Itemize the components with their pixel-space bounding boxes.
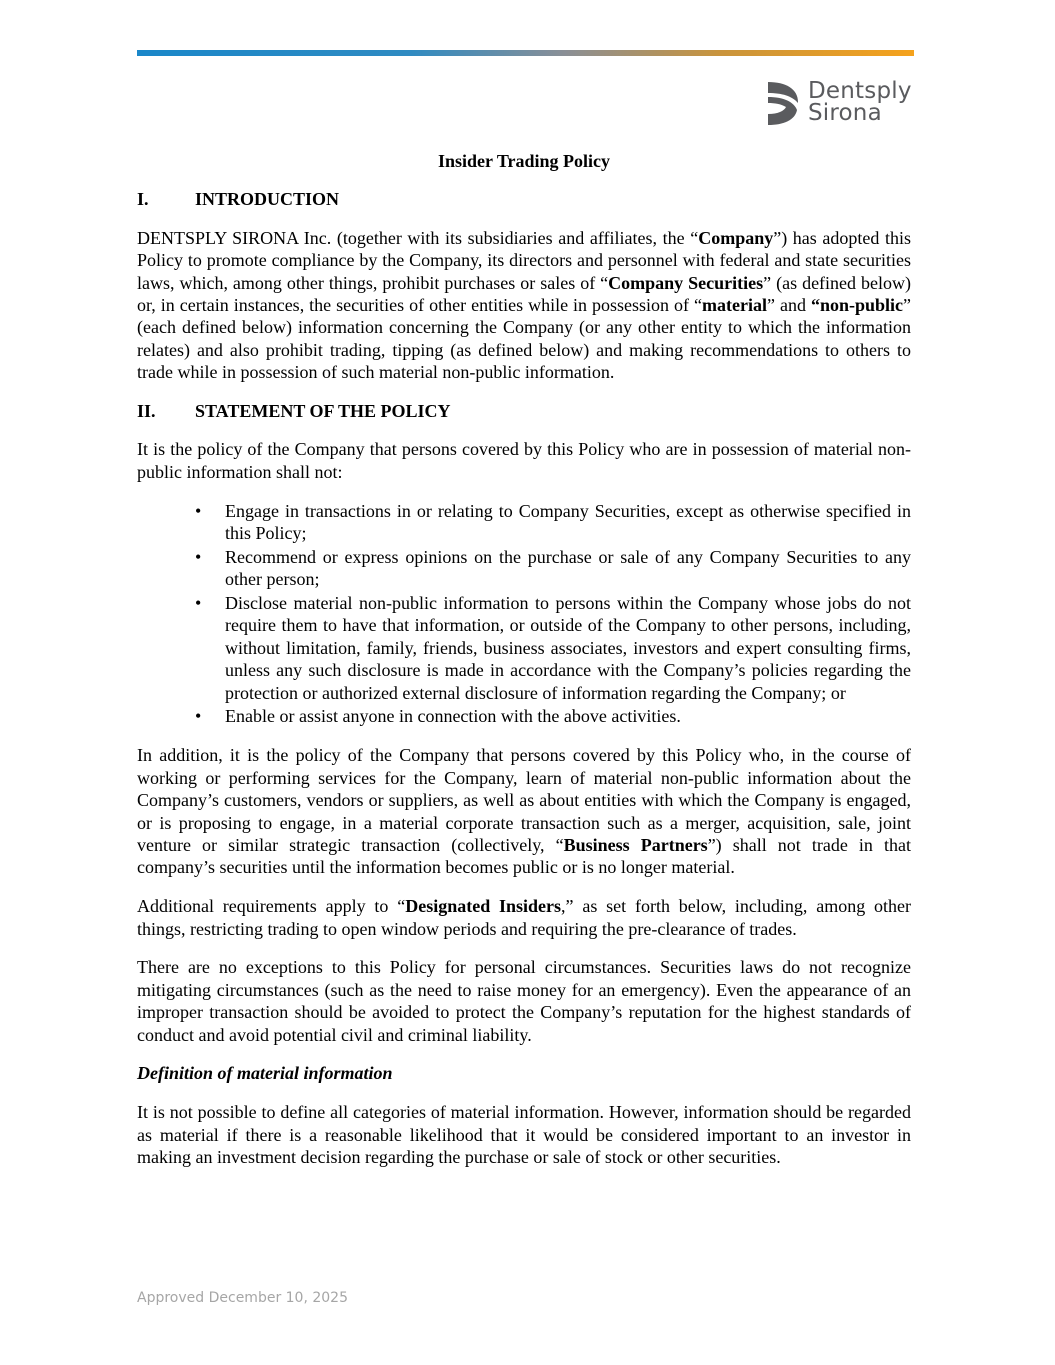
list-item-text: Disclose material non-public information to persons within the Company whose jobs do not require them to have that information, or outside of the Company to other persons, including, without limitation, family, friends, business associates, investors and expert consulting firms, unless any such disclosure is made in accordance with the Company’s policies regarding the protection or authorized external disclosure of information regarding the Company; or [225, 593, 911, 703]
list-item [137, 705, 911, 727]
text-run: ” (each defined below) information concerning the Company (or any other entity to which the information relates) and also prohibit trading, tipping (as defined below) and making recommendations to others to trade while in possession of such material non-public information. [137, 295, 911, 383]
text-run: ”) shall not trade in that company’s securities until the information becomes public or is no longer material. [137, 834, 911, 878]
list-item [137, 592, 911, 704]
bullet-icon: • [195, 500, 202, 521]
logo-mark-icon [766, 80, 802, 126]
document-body [137, 150, 911, 1185]
section-number: I. [137, 189, 149, 210]
text-run: ,” as set forth below, including, among other things, restricting trading to open window periods and requiring the pre-clearance of trades. [137, 896, 912, 939]
list-item-text: Enable or assist anyone in connection with the above activities. [225, 706, 681, 727]
header-gradient-bar [137, 50, 914, 56]
company-logo [766, 80, 916, 126]
term-company: Company [698, 227, 774, 248]
term-business-partners: Business Partners [563, 834, 708, 855]
list-item-text: Engage in transactions in or relating to Company Securities, except as otherwise specified in this Policy; [225, 500, 911, 544]
section-title: INTRODUCTION [195, 189, 340, 210]
text-run: In addition, it is the policy of the Company that persons covered by this Policy who, in the course of working or performing services for the Company, learn of material non-public information about the Company’s customers, vendors or suppliers, as well as about entities with which the Company is engaged, or is proposing to engage, in a material corporate transaction such as a merger, acquisition, sale, joint venture or similar strategic transaction (collectively, “ [137, 745, 911, 855]
section-title: STATEMENT OF THE POLICY [195, 401, 451, 422]
section-heading-introduction [137, 188, 911, 210]
material-information-paragraph: It is not possible to define all categories of material information. However, information should be regarded as material if there is a reasonable likelihood that it would be considered important to an investor in making an investment decision regarding the purchase or sale of stock or other securities. [137, 1102, 911, 1167]
designated-insiders-paragraph [137, 895, 911, 940]
subsection-heading-material-information: Definition of material information [137, 1063, 393, 1084]
bullet-icon: • [195, 546, 202, 567]
logo-wordmark-line1: Dentsply [808, 78, 912, 104]
term-designated-insiders: Designated Insiders [405, 896, 562, 917]
document-title: Insider Trading Policy [437, 151, 611, 171]
text-run: Additional requirements apply to “ [137, 896, 406, 917]
bullet-icon: • [195, 706, 202, 727]
approval-date-footer: Approved December 10, 2025 [137, 1290, 348, 1306]
text-run: ” (as defined below) or, in certain instances, the securities of other entities while in possession of “ [137, 272, 912, 316]
text-run: ” and [766, 295, 811, 316]
text-run: DENTSPLY SIRONA Inc. (together with its subsidiaries and affiliates, the “ [137, 227, 699, 248]
term-company-securities: Company Securities [608, 272, 764, 293]
term-non-public: “non-public [810, 295, 903, 316]
list-item-text: Recommend or express opinions on the purchase or sale of any Company Securities to any other person; [225, 546, 911, 590]
text-run: ”) has adopted this Policy to promote compliance by the Company, its directors and personnel with federal and state securities laws, which, among other things, prohibit purchases or sales of “ [137, 227, 912, 293]
bullet-icon: • [195, 593, 202, 614]
statement-intro-paragraph: It is the policy of the Company that persons covered by this Policy who are in possession of material non-public information shall not: [137, 439, 911, 482]
business-partners-paragraph [137, 744, 911, 878]
list-item [137, 500, 911, 545]
section-heading-statement [137, 400, 911, 422]
section-number: II. [137, 401, 156, 422]
term-material: material [702, 295, 767, 316]
prohibited-activities-list [137, 500, 911, 728]
logo-wordmark-line2: Sirona [808, 100, 882, 126]
list-item [137, 546, 911, 591]
introduction-paragraph [137, 227, 911, 384]
no-exceptions-paragraph: There are no exceptions to this Policy for personal circumstances. Securities laws do not recognize mitigating circumstances (such as the need to raise money for an emergency). Even the appearance of an improper transaction should be avoided to protect the Company’s reputation for the highest standards of conduct and avoid potential civil and criminal liability. [137, 957, 911, 1045]
